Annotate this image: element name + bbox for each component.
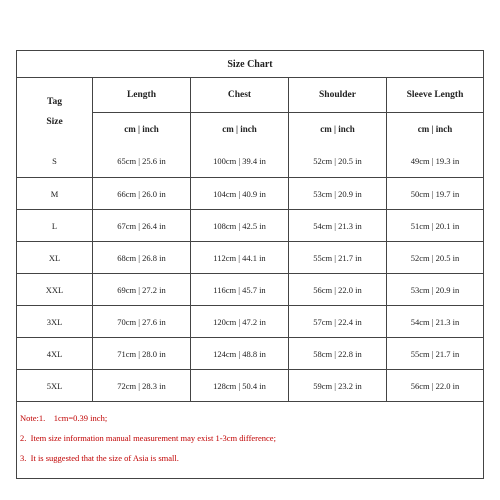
measurement-cell: 54cm | 21.3 in [288, 210, 386, 241]
column-name: Shoulder [319, 89, 356, 100]
measurement-cell: 69cm | 27.2 in [92, 274, 190, 305]
measurement-cell: 53cm | 20.9 in [386, 274, 483, 305]
size-cell: 3XL [46, 316, 63, 327]
table-row [17, 209, 483, 241]
measurement-cell: 116cm | 45.7 in [190, 274, 288, 305]
measurement-cell: 55cm | 21.7 in [386, 338, 483, 369]
column-unit: cm | inch [387, 112, 483, 146]
measurement-cell: 124cm | 48.8 in [190, 338, 288, 369]
measurement-cell: 71cm | 28.0 in [92, 338, 190, 369]
size-chart-title: Size Chart [227, 58, 273, 70]
column-header-sleeve-length [386, 78, 483, 145]
measurement-cell: 65cm | 25.6 in [92, 145, 190, 177]
column-name: Length [126, 89, 157, 100]
measurement-cell: 108cm | 42.5 in [190, 210, 288, 241]
tag-size-header [17, 78, 92, 145]
column-unit: cm | inch [93, 112, 190, 146]
measurement-cell: 49cm | 19.3 in [386, 145, 483, 177]
measurement-cell: 56cm | 22.0 in [288, 274, 386, 305]
measurement-cell: 66cm | 26.0 in [92, 178, 190, 209]
table-row [17, 305, 483, 337]
measurement-cell: 104cm | 40.9 in [190, 178, 288, 209]
table-row [17, 369, 483, 401]
size-cell: 4XL [46, 348, 63, 359]
tag-label: Tag [47, 96, 62, 107]
measurement-cell: 100cm | 39.4 in [190, 145, 288, 177]
table-body [17, 145, 483, 401]
measurement-cell: 68cm | 26.8 in [92, 242, 190, 273]
note-line: Note:1. 1cm=0.39 inch; [20, 413, 108, 423]
size-cell: XL [48, 252, 61, 263]
table-row [17, 273, 483, 305]
column-header-shoulder [288, 78, 386, 145]
measurement-cell: 55cm | 21.7 in [288, 242, 386, 273]
size-cell: M [50, 188, 59, 199]
measurement-cell: 59cm | 23.2 in [288, 370, 386, 401]
measurement-cell: 120cm | 47.2 in [190, 306, 288, 337]
table-row [17, 177, 483, 209]
column-name: Chest [227, 89, 252, 100]
measurement-cell: 50cm | 19.7 in [386, 178, 483, 209]
size-cell: 5XL [46, 380, 63, 391]
measurement-cell: 57cm | 22.4 in [288, 306, 386, 337]
measurement-cell: 51cm | 20.1 in [386, 210, 483, 241]
table-row [17, 241, 483, 273]
column-unit: cm | inch [289, 112, 386, 146]
size-cell: XXL [45, 284, 64, 295]
measurement-cell: 72cm | 28.3 in [92, 370, 190, 401]
column-header-chest [190, 78, 288, 145]
measurement-cell: 112cm | 44.1 in [190, 242, 288, 273]
measurement-cell: 58cm | 22.8 in [288, 338, 386, 369]
header-row [17, 77, 483, 145]
measurement-cell: 70cm | 27.6 in [92, 306, 190, 337]
size-cell: L [51, 220, 58, 231]
measurement-cell: 56cm | 22.0 in [386, 370, 483, 401]
table-row [17, 145, 483, 177]
size-cell: S [52, 156, 57, 166]
table-row [17, 337, 483, 369]
measurement-cell: 67cm | 26.4 in [92, 210, 190, 241]
measurement-cell: 54cm | 21.3 in [386, 306, 483, 337]
column-unit: cm | inch [191, 112, 288, 146]
note-line: 2. Item size information manual measurement may exist 1-3cm difference; [20, 433, 276, 443]
note-line: 3. It is suggested that the size of Asia is small. [20, 453, 179, 463]
notes-section [17, 401, 483, 478]
column-header-length [92, 78, 190, 145]
size-label: Size [46, 116, 63, 127]
size-chart-table [16, 50, 484, 479]
measurement-cell: 52cm | 20.5 in [386, 242, 483, 273]
measurement-cell: 128cm | 50.4 in [190, 370, 288, 401]
measurement-cell: 53cm | 20.9 in [288, 178, 386, 209]
column-name: Sleeve Length [406, 89, 464, 100]
measurement-cell: 52cm | 20.5 in [288, 145, 386, 177]
